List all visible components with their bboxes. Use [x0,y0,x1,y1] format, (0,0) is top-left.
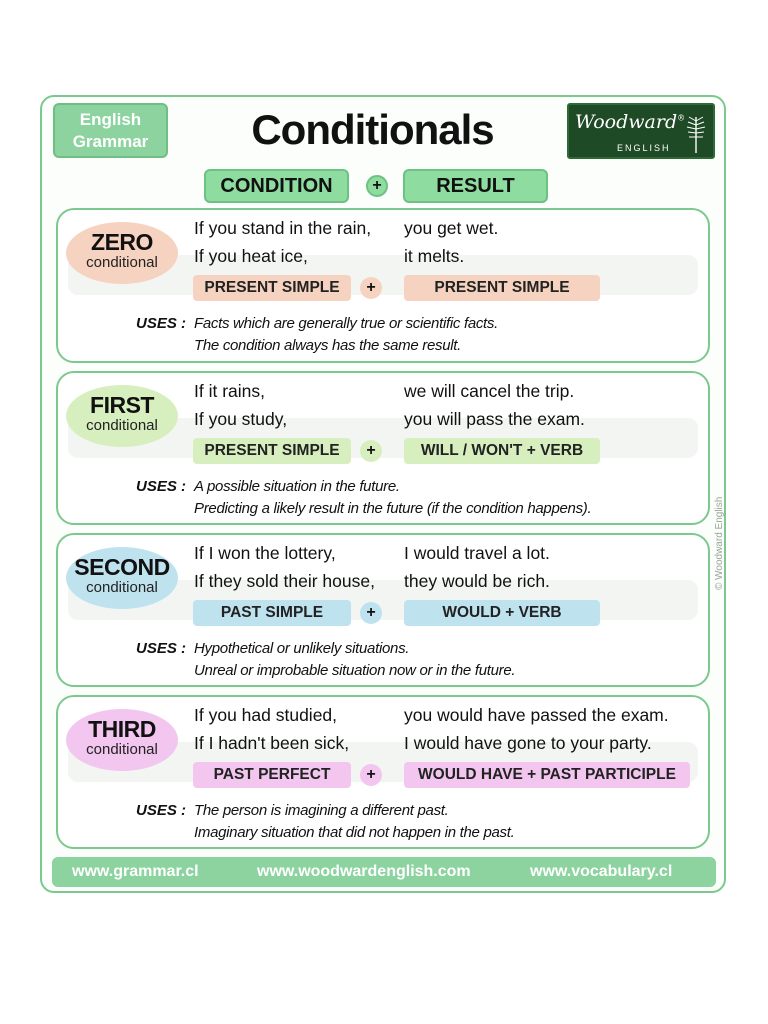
condition-tense: PRESENT SIMPLE [193,275,351,301]
result-header: RESULT [403,169,548,203]
conditional-type-label [66,709,178,771]
plus-icon: + [366,175,388,197]
result-example-2: they would be rich. [404,571,550,591]
condition-tense: PRESENT SIMPLE [193,438,351,464]
plus-icon: + [360,440,382,462]
conditional-type-sublabel: conditional [86,417,158,434]
uses-line-2: Predicting a likely result in the future (if the condition happens). [194,500,592,517]
condition-tense: PAST PERFECT [193,762,351,788]
fern-icon [685,113,707,153]
plus-icon: + [360,764,382,786]
section-second-conditional [56,533,710,687]
english-grammar-badge [53,103,168,158]
condition-example-1: If it rains, [194,381,265,401]
uses-line-1: Facts which are generally true or scientific facts. [194,315,498,332]
uses-label: USES : [136,640,187,657]
uses-line-2: Unreal or improbable situation now or in the future. [194,662,516,679]
conditional-type-name: ZERO [91,229,153,255]
result-example-2: I would have gone to your party. [404,733,652,753]
uses-label: USES : [136,802,187,819]
result-example-2: you will pass the exam. [404,409,585,429]
condition-example-1: If I won the lottery, [194,543,336,563]
logo-sub: ENGLISH [617,143,671,153]
conditional-type-label [66,547,178,609]
footer-link-grammar[interactable]: www.grammar.cl [72,863,199,880]
result-example-1: we will cancel the trip. [404,381,575,401]
conditional-type-name: SECOND [74,554,170,580]
uses-label: USES : [136,315,187,332]
result-example-1: you get wet. [404,218,499,238]
uses-line-2: The condition always has the same result. [194,337,462,354]
result-tense: WOULD HAVE + PAST PARTICIPLE [404,762,690,788]
result-tense: WOULD + VERB [404,600,600,626]
conditional-type-sublabel: conditional [86,579,158,596]
condition-example-2: If you heat ice, [194,246,308,266]
credit-text: © Woodward English [714,496,725,590]
conditional-type-label [66,222,178,284]
result-example-2: it melts. [404,246,465,266]
section-third-conditional [56,695,710,849]
woodward-logo [567,103,715,159]
result-tense: PRESENT SIMPLE [404,275,600,301]
conditional-type-sublabel: conditional [86,741,158,758]
badge-line-1: English [79,109,142,129]
uses-line-1: The person is imagining a different past. [194,802,449,819]
result-example-1: you would have passed the exam. [404,705,669,725]
condition-example-2: If they sold their house, [194,571,375,591]
footer-links [52,857,716,887]
conditional-type-label [66,385,178,447]
conditional-type-sublabel: conditional [86,254,158,271]
condition-tense: PAST SIMPLE [193,600,351,626]
condition-header: CONDITION [204,169,349,203]
uses-label: USES : [136,478,187,495]
uses-line-2: Imaginary situation that did not happen in the past. [194,824,515,841]
conditional-type-name: FIRST [90,392,154,418]
footer-link-vocabulary[interactable]: www.vocabulary.cl [530,863,673,880]
copyright-credit [712,470,726,590]
logo-brand: Woodward® [575,111,686,133]
section-first-conditional [56,371,710,525]
plus-icon: + [360,277,382,299]
result-tense: WILL / WON'T + VERB [404,438,600,464]
result-example-1: I would travel a lot. [404,543,550,563]
footer-link-woodwardenglish[interactable]: www.woodwardenglish.com [257,863,471,880]
section-zero-conditional [56,208,710,363]
uses-line-1: Hypothetical or unlikely situations. [194,640,410,657]
page-title: Conditionals [251,106,494,153]
condition-example-1: If you had studied, [194,705,338,725]
condition-example-1: If you stand in the rain, [194,218,372,238]
condition-example-2: If you study, [194,409,288,429]
uses-line-1: A possible situation in the future. [194,478,400,495]
condition-example-2: If I hadn't been sick, [194,733,350,753]
conditional-type-name: THIRD [88,716,156,742]
badge-line-2: Grammar [72,131,149,151]
plus-icon: + [360,602,382,624]
